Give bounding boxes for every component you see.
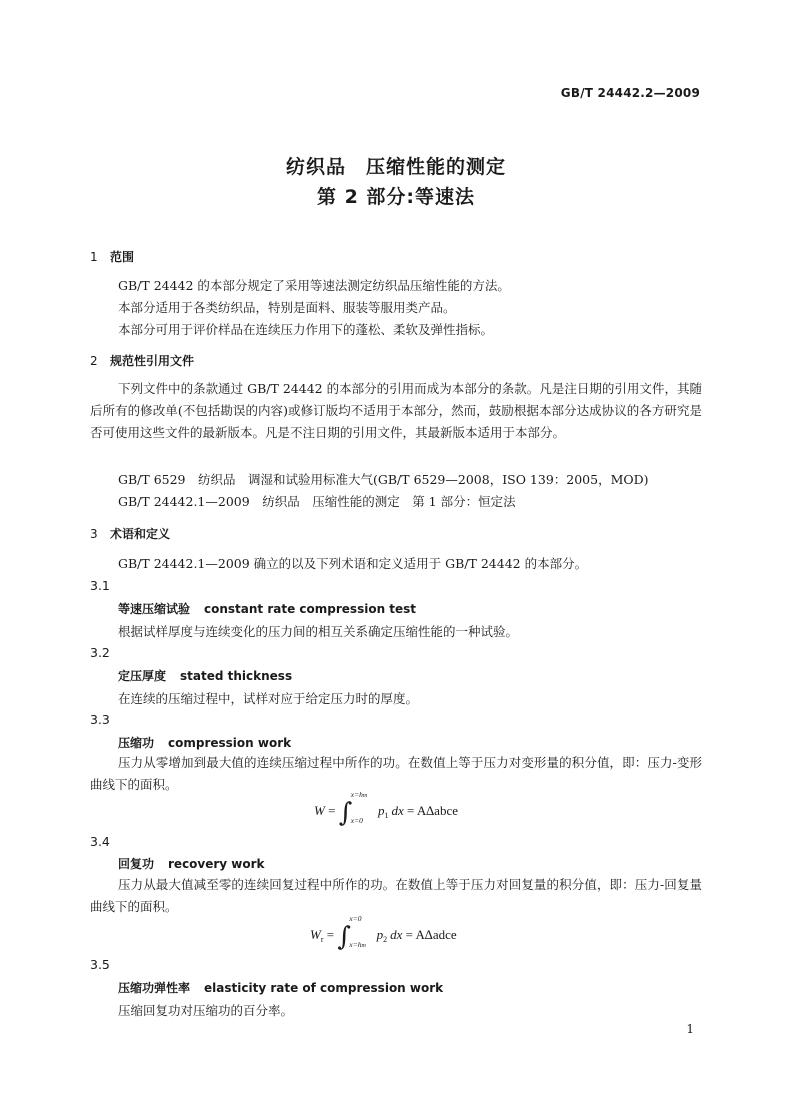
integral-sign-icon: ∫ (338, 798, 353, 828)
clause-3-3-number: 3.3 (90, 712, 110, 727)
lower-limit-sub: m (361, 943, 366, 949)
integrand: p (377, 803, 385, 818)
term-3-1 (118, 600, 416, 617)
upper-limit: x=h (350, 790, 363, 799)
term-3-5 (118, 979, 443, 996)
section-number: 3 (90, 527, 98, 541)
lower-limit: x=h (349, 940, 362, 949)
term-3-2-definition: 在连续的压缩过程中，试样对应于给定压力时的厚度。 (118, 691, 419, 706)
terms-intro: GB/T 24442.1—2009 确立的以及下列术语和定义适用于 GB/T 24442 的本部分。 (118, 556, 588, 571)
scope-line-1: GB/T 24442 的本部分规定了采用等速法测定纺织品压缩性能的方法。 (118, 278, 510, 293)
upper-limit-sub: m (362, 793, 368, 799)
section-3-heading (90, 525, 170, 542)
term-en: compression work (168, 736, 292, 750)
term-en: recovery work (168, 857, 265, 871)
section-number: 1 (90, 250, 98, 264)
term-3-1-definition: 根据试样厚度与连续变化的压力间的相互关系确定压缩性能的一种试验。 (118, 624, 519, 639)
clause-3-1-number: 3.1 (90, 578, 110, 593)
scope-line-2: 本部分适用于各类纺织品，特别是面料、服装等服用类产品。 (118, 300, 456, 315)
differential: dx (390, 927, 403, 942)
scope-line-3: 本部分可用于评价样品在连续压力作用下的蓬松、柔软及弹性指标。 (118, 322, 494, 337)
formula-lhs-sub: r (320, 935, 324, 944)
normative-references-paragraph: 下列文件中的条款通过 GB/T 24442 的本部分的引用而成为本部分的条款。凡是注日期的引用文件，其随后所有的修改单(不包括勘误的内容)或修订版均不适用于本部分，然而，鼓励根据本部分达成协议的各方研究是否可使用这些文件的最新版本。凡是不注日期的引用文件，其最新版本适用于本部分。 (90, 381, 702, 440)
term-en: elasticity rate of compression work (204, 981, 444, 995)
term-3-3-definition: 压力从零增加到最大值的连续压缩过程中所作的功。在数值上等于压力对变形量的积分值，即：压力-变形曲线下的面积。 (90, 755, 702, 792)
upper-limit: x=0 (349, 914, 362, 923)
section-number: 2 (90, 354, 98, 368)
recovery-work-formula: $W_r$ = ∫ x=0 x=hm $p_2$ dx = A∆adce (310, 914, 457, 952)
term-zh: 定压厚度 (118, 669, 167, 683)
reference-item: GB/T 6529 纺织品 调湿和试验用标准大气(GB/T 6529—2008，ISO 139：2005，MOD) (118, 472, 649, 487)
formula-rhs: A∆abce (416, 803, 458, 818)
term-en: stated thickness (180, 669, 293, 683)
clause-3-5-number: 3.5 (90, 957, 110, 972)
section-1-heading (90, 248, 134, 265)
page-number: 1 (686, 1022, 694, 1036)
term-zh: 压缩功弹性率 (118, 981, 191, 995)
document-subtitle: 第 2 部分:等速法 (316, 186, 476, 208)
term-zh: 等速压缩试验 (118, 602, 191, 616)
compression-work-formula: W = ∫ x=hm x=0 $p_1$ dx = A∆abce (314, 790, 458, 828)
integrand: p (376, 927, 384, 942)
term-zh: 压缩功 (118, 736, 155, 750)
term-zh: 回复功 (118, 857, 155, 871)
formula-lhs: W (314, 803, 325, 818)
reference-item: GB/T 24442.1—2009 纺织品 压缩性能的测定 第 1 部分：恒定法 (118, 494, 516, 509)
section-title: 范围 (110, 250, 135, 264)
integrand-sub: 2 (383, 935, 388, 944)
term-en: constant rate compression test (204, 602, 417, 616)
section-title: 规范性引用文件 (110, 354, 195, 368)
document-title: 纺织品 压缩性能的测定 (285, 156, 506, 178)
standard-number: GB/T 24442.2—2009 (560, 86, 700, 100)
lower-limit: x=0 (350, 816, 363, 825)
term-3-2 (118, 667, 292, 684)
integral-sign-icon: ∫ (337, 922, 351, 952)
integrand-sub: 1 (384, 811, 389, 820)
clause-3-2-number: 3.2 (90, 645, 110, 660)
term-3-4-definition: 压力从最大值减至零的连续回复过程中所作的功。在数值上等于压力对回复量的积分值，即：压力-回复量曲线下的面积。 (90, 877, 702, 914)
clause-3-4-number: 3.4 (90, 834, 110, 849)
formula-lhs: W (310, 927, 321, 942)
section-title: 术语和定义 (110, 527, 171, 541)
term-3-3 (118, 734, 291, 751)
formula-rhs: A∆adce (415, 927, 457, 942)
section-2-heading (90, 352, 194, 369)
term-3-4 (118, 855, 265, 872)
term-3-5-definition: 压缩回复功对压缩功的百分率。 (118, 1003, 294, 1018)
differential: dx (391, 803, 404, 818)
